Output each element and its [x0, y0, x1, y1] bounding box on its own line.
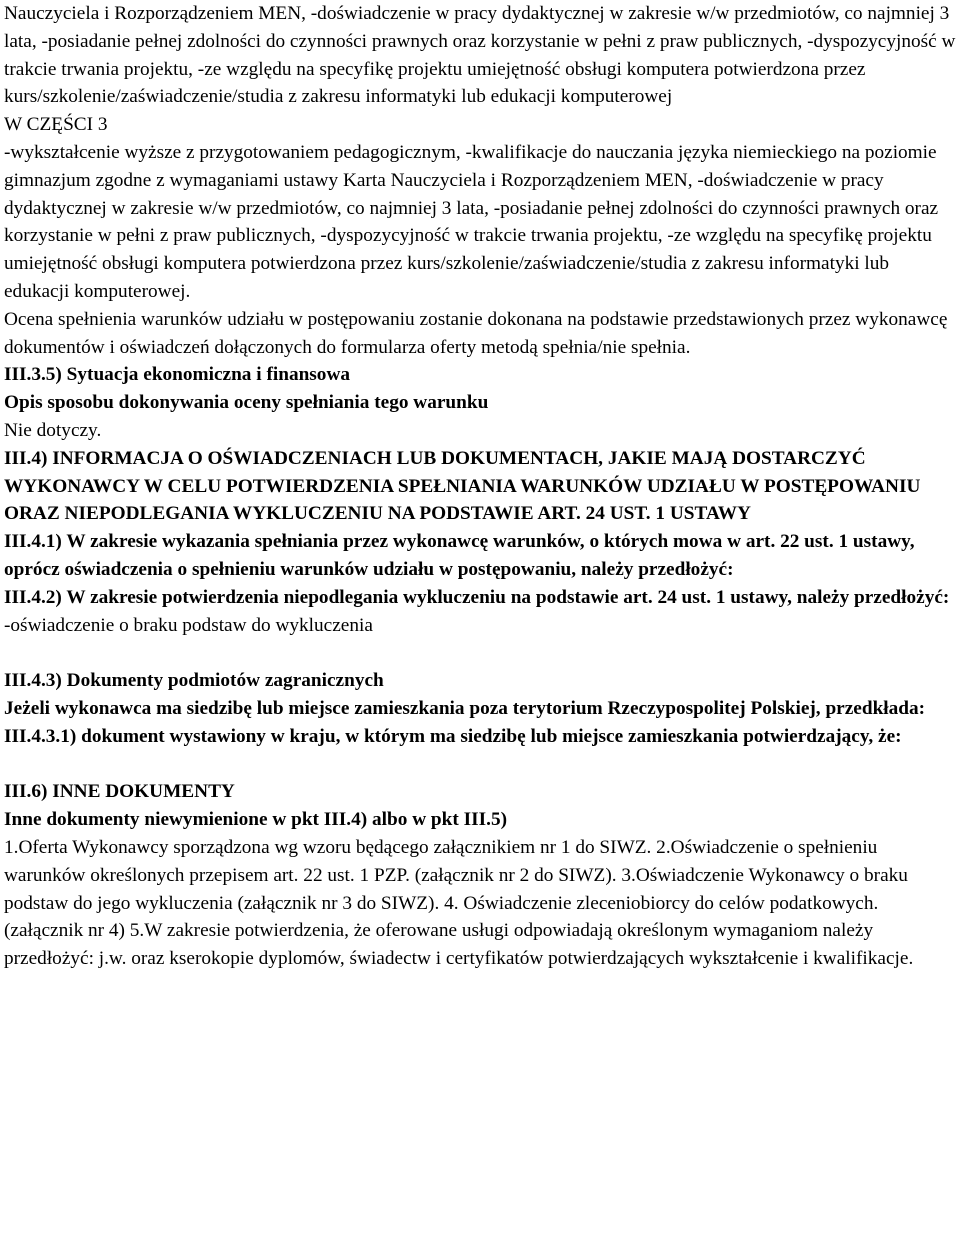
- part3-label: W CZĘŚCI 3: [4, 114, 108, 136]
- assessment-paragraph: Ocena spełnienia warunków udziału w postępowaniu zostanie dokonana na podstawie przedstawionych przez wykonawcę dokumentów i oświadczeń dołączonych do formularza oferty metodą spełnia/nie spełnia.: [4, 308, 948, 358]
- section-3-4-3-1-title: III.4.3.1) dokument wystawiony w kraju, w którym ma siedzibę lub miejsce zamieszkania potwierdzający, że:: [4, 725, 902, 747]
- spacer: [4, 751, 956, 779]
- spacer: [4, 639, 956, 667]
- section-3-4-2-title: III.4.2) W zakresie potwierdzenia niepodlegania wykluczeniu na podstawie art. 24 ust. 1 ustawy, należy przedłożyć:: [4, 586, 950, 608]
- part3-requirements: -wykształcenie wyższe z przygotowaniem pedagogicznym, -kwalifikacje do nauczania języka niemieckiego na poziomie gimnazjum zgodne z wymaganiami ustawy Karta Nauczyciela i Rozporządzeniem MEN, -doświadczenie w pracy dydaktycznej w zakresie w/w przedmiotów, co najmniej 3 lata, -posiadanie pełnej zdolności do czynności prawnych oraz korzystanie w pełni z praw publicznych, -dyspozycyjność w trakcie trwania projektu, -ze względu na specyfikę projektu umiejętność obsługi komputera potwierdzona przez kurs/szkolenie/zaświadczenie/studia z zakresu informatyki lub edukacji komputerowej.: [4, 141, 939, 302]
- section-3-3-5-value: Nie dotyczy.: [4, 419, 102, 441]
- section-3-3-5-subtitle: Opis sposobu dokonywania oceny spełniania tego warunku: [4, 392, 489, 414]
- section-3-6-text: 1.Oferta Wykonawcy sporządzona wg wzoru będącego załącznikiem nr 1 do SIWZ. 2.Oświadczenie o spełnieniu warunków określonych przepisem art. 22 ust. 1 PZP. (załącznik nr 2 do SIWZ). 3.Oświadczenie Wykonawcy o braku podstaw do jego wykluczenia (załącznik nr 3 do SIWZ). 4. Oświadczenie zleceniobiorcy do celów podatkowych. (załącznik nr 4) 5.W zakresie potwierdzenia, że oferowane usługi odpowiadają określonym wymaganiom należy przedłożyć: j.w. oraz kserokopie dyplomów, świadectw i certyfikatów potwierdzających wykształcenie i kwalifikacje.: [4, 836, 914, 970]
- section-3-4-title: III.4) INFORMACJA O OŚWIADCZENIACH LUB DOKUMENTACH, JAKIE MAJĄ DOSTARCZYĆ WYKONAWCY W CELU POTWIERDZENIA SPEŁNIANIA WARUNKÓW UDZIAŁU W POSTĘPOWANIU ORAZ NIEPODLEGANIA WYKLUCZENIU NA PODSTAWIE ART. 24 UST. 1 USTAWY: [4, 447, 921, 525]
- section-3-6-subtitle: Inne dokumenty niewymienione w pkt III.4) albo w pkt III.5): [4, 809, 508, 831]
- section-3-4-2-value: -oświadczenie o braku podstaw do wykluczenia: [4, 614, 373, 636]
- section-3-4-3-subtitle: Jeżeli wykonawca ma siedzibę lub miejsce zamieszkania poza terytorium Rzeczypospolitej Polskiej, przedkłada:: [4, 697, 926, 719]
- section-3-3-5-title: III.3.5) Sytuacja ekonomiczna i finansowa: [4, 364, 351, 386]
- section-3-4-3-title: III.4.3) Dokumenty podmiotów zagranicznych: [4, 670, 384, 692]
- paragraph-part2-tail: Nauczyciela i Rozporządzeniem MEN, -doświadczenie w pracy dydaktycznej w zakresie w/w przedmiotów, co najmniej 3 lata, -posiadanie pełnej zdolności do czynności prawnych oraz korzystanie w pełni z praw publicznych, -dyspozycyjność w trakcie trwania projektu, -ze względu na specyfikę projektu umiejętność obsługi komputera potwierdzona przez kurs/szkolenie/zaświadczenie/studia z zakresu informatyki lub edukacji komputerowej: [4, 3, 956, 108]
- section-3-6-title: III.6) INNE DOKUMENTY: [4, 781, 235, 803]
- section-3-4-1-title: III.4.1) W zakresie wykazania spełniania przez wykonawcę warunków, o których mowa w art. 22 ust. 1 ustawy, oprócz oświadczenia o spełnieniu warunków udziału w postępowaniu, należy przedłożyć:: [4, 531, 915, 580]
